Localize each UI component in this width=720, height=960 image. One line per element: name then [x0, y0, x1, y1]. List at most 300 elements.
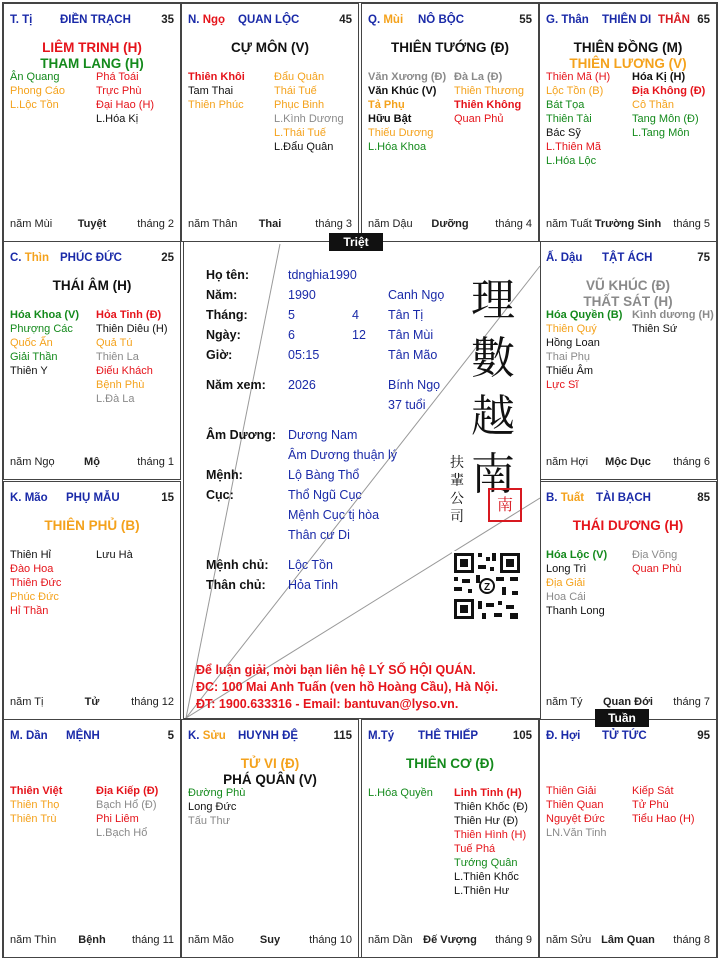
main-stars: [182, 40, 358, 56]
palace-name: THÊ THIẾP: [418, 730, 479, 742]
dai-han-number: 105: [512, 730, 532, 742]
palace-cell[interactable]: [3, 241, 181, 480]
dai-han-number: 5: [167, 730, 174, 742]
minor-star: Thiên Khốc (Đ): [454, 801, 528, 813]
palace-footer: [546, 456, 710, 469]
main-stars: [4, 278, 180, 294]
main-stars: [362, 756, 538, 772]
minor-star: Đà La (Đ): [454, 71, 503, 83]
palace-name: ĐIỀN TRẠCH: [60, 14, 131, 26]
contact-block: [196, 662, 498, 713]
branch-stem: K.: [188, 730, 200, 742]
palace-footer: [10, 934, 174, 947]
minor-star: Trực Phù: [96, 85, 142, 97]
minor-star: L.Đà La: [96, 393, 135, 405]
palace-header: [546, 730, 710, 744]
palace-name: PHÚC ĐỨC: [60, 252, 122, 264]
nguyet-han-month: tháng 2: [137, 218, 174, 230]
palace-name: NÔ BỘC: [418, 14, 464, 26]
minor-star: Hóa Quyền (B): [546, 309, 623, 321]
minor-star: Thiên Thương: [454, 85, 525, 97]
minor-star: Thiên Không: [454, 99, 522, 111]
minor-star: Đại Hao (H): [96, 99, 155, 111]
minor-star: Linh Tinh (H): [454, 787, 522, 799]
dai-han-number: 45: [339, 14, 352, 26]
minor-star: Thiếu Dương: [368, 127, 434, 139]
vertical-char: 扶: [450, 455, 464, 471]
minor-star: Văn Khúc (V): [368, 85, 437, 97]
minor-star: L.Tang Môn: [632, 127, 690, 139]
minor-star: Thiên La: [96, 351, 139, 363]
nguyet-han-month: tháng 12: [131, 696, 174, 708]
ho-ten-value: tdnghia1990: [288, 268, 357, 282]
minor-stars-right: [96, 548, 133, 562]
minor-star: Lộc Tồn (B): [546, 85, 604, 97]
minor-star: Địa Không (Đ): [632, 85, 706, 97]
minor-star: Thiên Quý: [546, 323, 597, 335]
main-stars: [540, 518, 716, 534]
minor-star: Lưu Hà: [96, 549, 133, 561]
minor-star: L.Thái Tuế: [274, 127, 326, 139]
palace-name: TỬ TỨC: [602, 730, 647, 742]
minor-star: Thiên Hư (Đ): [454, 815, 519, 827]
branch-label: Đ. Hợi: [546, 730, 581, 742]
tieu-han-year: năm Tuất: [546, 218, 592, 230]
branch-group: [188, 730, 226, 742]
minor-star: Thiên Hình (H): [454, 829, 527, 841]
palace-cell[interactable]: [361, 719, 539, 958]
center-info-panel: [183, 241, 541, 719]
minor-star: Hoa Cái: [546, 591, 586, 603]
ngay-solar: 6: [288, 328, 295, 342]
minor-star: Thiên Tài: [546, 113, 592, 125]
dai-han-number: 25: [161, 252, 174, 264]
trang-sinh-phase: Lâm Quan: [601, 934, 655, 946]
than-marker: THÂN: [658, 14, 690, 26]
main-star: VŨ KHÚC (Đ): [586, 278, 670, 293]
minor-star: L.Thiên Mã: [546, 141, 602, 153]
minor-stars-right: [274, 70, 344, 154]
minor-star: Tấu Thư: [188, 815, 231, 827]
tieu-han-year: năm Thìn: [10, 934, 57, 946]
branch-element: Thìn: [24, 252, 49, 264]
minor-stars-left: [368, 786, 433, 800]
branch-stem: B.: [546, 492, 558, 504]
branch-label: M. Dần: [10, 730, 48, 742]
palace-cell[interactable]: [3, 481, 181, 720]
gio-label: Giờ:: [206, 348, 233, 362]
palace-footer: [188, 934, 352, 947]
palace-footer: [188, 218, 352, 231]
minor-stars-right: [96, 308, 168, 406]
minor-star: Giải Thần: [10, 351, 58, 363]
thang-lunar: 4: [352, 308, 359, 322]
main-star: THIÊN CƠ (Đ): [405, 756, 494, 771]
minor-star: Hồng Loan: [546, 337, 600, 349]
minor-star: Thiên Trù: [10, 813, 57, 825]
minor-star: Cô Thần: [632, 99, 674, 111]
dai-han-number: 65: [697, 14, 710, 26]
cuc-relation: Mệnh Cục tị hòa: [288, 508, 380, 522]
main-star: THAM LANG (H): [40, 56, 144, 71]
minor-star: L.Hóa Lộc: [546, 155, 597, 167]
contact-address: ĐC: 100 Mai Anh Tuấn (ven hồ Hoàng Cầu), Hà Nội.: [196, 680, 499, 694]
svg-text:Z: Z: [483, 582, 491, 593]
tieu-han-year: năm Dần: [368, 934, 413, 946]
calligraphy-char: 南: [471, 449, 515, 500]
minor-stars-left: [368, 70, 446, 154]
palace-cell[interactable]: [3, 3, 181, 242]
dai-han-number: 85: [697, 492, 710, 504]
palace-header: [546, 252, 710, 266]
dai-han-number: 55: [519, 14, 532, 26]
minor-star: Hóa Kị (H): [632, 71, 686, 83]
minor-stars-right: [632, 784, 695, 826]
nam-xem-label: Năm xem:: [206, 378, 266, 392]
main-stars: [540, 40, 716, 72]
main-star: CỰ MÔN (V): [231, 40, 309, 55]
minor-star: Quả Tú: [96, 337, 133, 349]
nguyet-han-month: tháng 6: [673, 456, 710, 468]
minor-stars-right: [96, 70, 154, 126]
branch-group: [188, 14, 225, 26]
palace-cell[interactable]: [539, 481, 717, 720]
tieu-han-year: năm Thân: [188, 218, 238, 230]
main-star: THIÊN TƯỚNG (Đ): [391, 40, 509, 55]
palace-footer: [368, 218, 532, 231]
nguyet-han-month: tháng 9: [495, 934, 532, 946]
palace-name: THIÊN DI: [602, 14, 652, 26]
trang-sinh-phase: Thai: [258, 218, 282, 230]
palace-name: HUYNH ĐỆ: [238, 730, 299, 742]
cuc-value: Thổ Ngũ Cục: [288, 488, 362, 502]
branch-label: Ấ. Dậu: [546, 252, 583, 264]
minor-star: Ân Quang: [10, 71, 60, 83]
palace-footer: [10, 218, 174, 231]
palace-header: [368, 14, 532, 28]
minor-star: Lực Sĩ: [546, 379, 579, 391]
calligraphy-char: 數: [471, 333, 515, 384]
minor-star: Kiếp Sát: [632, 785, 674, 797]
minor-star: Địa Kiếp (Đ): [96, 785, 159, 797]
thang-can-chi: Tân Tị: [388, 308, 424, 322]
than-chu-value: Hỏa Tinh: [288, 578, 339, 592]
am-duong-value: Dương Nam: [288, 428, 358, 442]
minor-star: Long Trì: [546, 563, 587, 575]
palace-cell[interactable]: [181, 719, 359, 958]
minor-star: Tiểu Hao (H): [632, 813, 695, 825]
minor-star: L.Đẩu Quân: [274, 141, 334, 153]
minor-star: Tuế Phá: [454, 843, 496, 855]
minor-stars-left: [546, 784, 607, 840]
triet-marker: Triệt: [329, 233, 383, 251]
main-star: THIÊN LƯƠNG (V): [569, 56, 687, 71]
minor-star: Hóa Khoa (V): [10, 309, 80, 321]
branch-stem: C.: [10, 252, 22, 264]
main-stars: [4, 40, 180, 72]
palace-header: [10, 252, 174, 266]
palace-name: MỆNH: [66, 730, 100, 742]
minor-star: Bạch Hổ (Đ): [96, 799, 157, 811]
trang-sinh-phase: Đế Vượng: [423, 934, 477, 946]
than-cu: Thân cư Di: [288, 528, 350, 542]
dai-han-number: 95: [697, 730, 710, 742]
minor-star: L.Hóa Quyền: [368, 787, 433, 799]
am-duong-label: Âm Dương:: [206, 428, 277, 442]
minor-star: Thiên Đức: [10, 577, 62, 589]
minor-star: Long Đức: [188, 801, 237, 813]
trang-sinh-phase: Trường Sinh: [594, 218, 662, 230]
calligraphy-logo: [467, 272, 519, 504]
palace-cell[interactable]: [361, 3, 539, 242]
minor-star: L.Lộc Tồn: [10, 99, 59, 111]
minor-star: Địa Võng: [632, 549, 678, 561]
main-stars: [4, 518, 180, 534]
small-vertical-text: [449, 454, 465, 526]
ngay-label: Ngày:: [206, 328, 241, 342]
minor-star: Bệnh Phù: [96, 379, 145, 391]
than-chu-label: Thân chủ:: [206, 578, 266, 592]
dai-han-number: 15: [161, 492, 174, 504]
ho-ten-label: Họ tên:: [206, 268, 250, 282]
minor-star: Thiên Giải: [546, 785, 597, 797]
main-star: TỬ VI (Đ): [240, 756, 300, 771]
minor-star: Phong Cáo: [10, 85, 66, 97]
main-star: THIÊN ĐỒNG (M): [573, 40, 683, 55]
minor-stars-left: [10, 784, 62, 826]
trang-sinh-phase: Tử: [84, 696, 100, 708]
minor-star: Quan Phù: [632, 563, 682, 575]
branch-label: G. Thân: [546, 14, 589, 26]
ngay-lunar: 12: [352, 328, 366, 342]
branch-group: [546, 492, 584, 504]
minor-stars-left: [546, 70, 610, 168]
palace-header: [368, 730, 532, 744]
minor-star: L.Bạch Hổ: [96, 827, 148, 839]
nguyet-han-month: tháng 8: [673, 934, 710, 946]
minor-star: Bác Sỹ: [546, 127, 581, 139]
nam-can-chi: Canh Ngọ: [388, 288, 445, 302]
nguyet-han-month: tháng 3: [315, 218, 352, 230]
minor-star: Kình dương (H): [632, 309, 714, 321]
main-star: THÁI ÂM (H): [52, 278, 132, 293]
palace-footer: [10, 696, 174, 709]
trang-sinh-phase: Suy: [259, 934, 281, 946]
palace-cell[interactable]: [539, 241, 717, 480]
minor-stars-right: [632, 548, 682, 576]
branch-label: T. Tị: [10, 14, 33, 26]
minor-star: Phượng Các: [10, 323, 73, 335]
minor-star: Thiên Phúc: [188, 99, 244, 111]
minor-star: Đào Hoa: [10, 563, 54, 575]
tuoi-value: 37 tuổi: [388, 398, 426, 412]
palace-name: TẬT ÁCH: [602, 252, 653, 264]
main-stars: [182, 756, 358, 788]
minor-stars-right: [454, 786, 528, 898]
palace-footer: [10, 456, 174, 469]
palace-header: [10, 492, 174, 506]
tu-vi-chart: [2, 2, 718, 958]
minor-star: Hữu Bật: [368, 113, 412, 125]
nguyet-han-month: tháng 1: [137, 456, 174, 468]
palace-header: [188, 14, 352, 28]
minor-star: Quan Phủ: [454, 113, 504, 125]
branch-element: Tuất: [560, 492, 585, 504]
main-star: THÁI DƯƠNG (H): [572, 518, 684, 533]
trang-sinh-phase: Quan Đới: [603, 696, 653, 708]
minor-star: L.Thiên Hư: [454, 885, 510, 897]
red-seal-stamp: 南: [488, 488, 522, 522]
calligraphy-char: 越: [471, 391, 515, 442]
nguyet-han-month: tháng 7: [673, 696, 710, 708]
tieu-han-year: năm Tị: [10, 696, 44, 708]
cuc-label: Cục:: [206, 488, 234, 502]
minor-star: LN.Văn Tinh: [546, 827, 607, 839]
minor-star: Thiên Việt: [10, 785, 63, 797]
tieu-han-year: năm Mão: [188, 934, 234, 946]
nam-label: Năm:: [206, 288, 238, 302]
minor-star: Hóa Lộc (V): [546, 549, 608, 561]
minor-star: Đẩu Quân: [274, 71, 325, 83]
minor-star: Thanh Long: [546, 605, 605, 617]
trang-sinh-phase: Mộc Dục: [605, 456, 651, 468]
vertical-char: 司: [450, 509, 464, 525]
dai-han-number: 35: [161, 14, 174, 26]
tieu-han-year: năm Sửu: [546, 934, 592, 946]
minor-star: Thiên Diêu (H): [96, 323, 168, 335]
branch-label: K. Mão: [10, 492, 48, 504]
palace-header: [546, 14, 710, 28]
menh-label: Mệnh:: [206, 468, 243, 482]
minor-stars-left: [10, 308, 79, 378]
gio-can-chi: Tân Mão: [388, 348, 438, 362]
minor-star: Phi Liêm: [96, 813, 139, 825]
minor-star: Thiên Hỉ: [10, 549, 51, 561]
nam-value: 1990: [288, 288, 316, 302]
minor-stars-left: [188, 786, 245, 828]
tuan-marker: Tuần: [595, 709, 649, 727]
tieu-han-year: năm Mùi: [10, 218, 53, 230]
palace-footer: [546, 934, 710, 947]
minor-star: Bát Tọa: [546, 99, 585, 111]
minor-star: Văn Xương (Đ): [368, 71, 447, 83]
vertical-char: 輩: [450, 473, 464, 489]
minor-star: Phục Binh: [274, 99, 325, 111]
minor-stars-left: [188, 70, 245, 112]
minor-star: Tam Thai: [188, 85, 234, 97]
minor-stars-left: [10, 548, 61, 618]
branch-element: Ngọ: [202, 14, 226, 26]
branch-stem: N.: [188, 14, 200, 26]
main-star: THẤT SÁT (H): [583, 294, 673, 309]
main-star: THIÊN PHỦ (B): [44, 518, 140, 533]
minor-star: Quốc Ấn: [10, 337, 53, 349]
minor-star: Địa Giải: [546, 577, 586, 589]
nam-xem-can-chi: Bính Ngọ: [388, 378, 441, 392]
minor-star: L.Hóa Khoa: [368, 141, 427, 153]
minor-star: Thiên Mã (H): [546, 71, 611, 83]
minor-star: Điếu Khách: [96, 365, 153, 377]
contact-line-1: Để luận giải, mời bạn liên hệ LÝ SỐ HỘI QUÁN.: [196, 663, 476, 677]
main-stars: [540, 278, 716, 310]
palace-name: TÀI BẠCH: [596, 492, 651, 504]
minor-star: Hỉ Thần: [10, 605, 49, 617]
palace-cell[interactable]: [181, 3, 359, 242]
palace-name: PHỤ MẪU: [66, 492, 120, 504]
minor-star: Tướng Quân: [454, 857, 518, 869]
minor-star: Thiếu Âm: [546, 365, 594, 377]
trang-sinh-phase: Bệnh: [78, 934, 106, 946]
thang-solar: 5: [288, 308, 295, 322]
main-stars: [362, 40, 538, 56]
gio-value: 05:15: [288, 348, 320, 362]
branch-stem: Q.: [368, 14, 381, 26]
nguyet-han-month: tháng 10: [309, 934, 352, 946]
palace-footer: [546, 696, 710, 709]
main-star: LIÊM TRINH (H): [42, 40, 142, 55]
minor-star: Thai Phụ: [546, 351, 591, 363]
minor-star: Phúc Đức: [10, 591, 59, 603]
branch-element: Mùi: [383, 14, 404, 26]
minor-star: Phá Toái: [96, 71, 139, 83]
dai-han-number: 75: [697, 252, 710, 264]
tieu-han-year: năm Dậu: [368, 218, 413, 230]
minor-stars-right: [96, 784, 158, 840]
branch-group: [368, 14, 403, 26]
minor-star: Thiên Thọ: [10, 799, 60, 811]
palace-header: [10, 730, 174, 744]
palace-header: [10, 14, 174, 28]
minor-star: Tử Phù: [632, 799, 669, 811]
am-duong-note: Âm Dương thuận lý: [288, 448, 397, 462]
palace-header: [546, 492, 710, 506]
palace-footer: [546, 218, 710, 231]
nguyet-han-month: tháng 11: [131, 934, 174, 946]
minor-star: Thiên Quan: [546, 799, 604, 811]
vertical-char: 公: [450, 491, 464, 507]
thang-label: Tháng:: [206, 308, 248, 322]
menh-chu-value: Lộc Tồn: [288, 558, 333, 572]
minor-star: L.Kình Dương: [274, 113, 344, 125]
branch-group: [10, 252, 49, 264]
dai-han-number: 115: [333, 730, 352, 742]
minor-star: Đường Phù: [188, 787, 246, 799]
contact-phone-email[interactable]: ĐT: 1900.633316 - Email: bantuvan@lyso.vn.: [196, 697, 459, 711]
minor-star: Thiên Y: [10, 365, 48, 377]
nguyet-han-month: tháng 4: [495, 218, 532, 230]
ngay-can-chi: Tân Mùi: [388, 328, 434, 342]
palace-cell[interactable]: [539, 3, 717, 242]
minor-stars-left: [10, 70, 65, 112]
minor-star: Thái Tuế: [274, 85, 317, 97]
minor-star: Thiên Khôi: [188, 71, 245, 83]
trang-sinh-phase: Mộ: [84, 456, 100, 468]
palace-name: QUAN LỘC: [238, 14, 300, 26]
minor-star: Tang Môn (Đ): [632, 113, 699, 125]
qr-code-icon[interactable]: [452, 551, 522, 621]
branch-label: M.Tý: [368, 730, 395, 742]
minor-star: L.Thiên Khốc: [454, 871, 519, 883]
tieu-han-year: năm Ngọ: [10, 456, 55, 468]
minor-stars-left: [546, 548, 607, 618]
trang-sinh-phase: Dưỡng: [431, 218, 469, 230]
palace-cell[interactable]: [539, 719, 717, 958]
palace-cell[interactable]: [3, 719, 181, 958]
minor-stars-right: [632, 70, 705, 140]
menh-value: Lộ Bàng Thổ: [288, 468, 360, 482]
trang-sinh-phase: Tuyệt: [77, 218, 107, 230]
minor-star: Nguyệt Đức: [546, 813, 605, 825]
